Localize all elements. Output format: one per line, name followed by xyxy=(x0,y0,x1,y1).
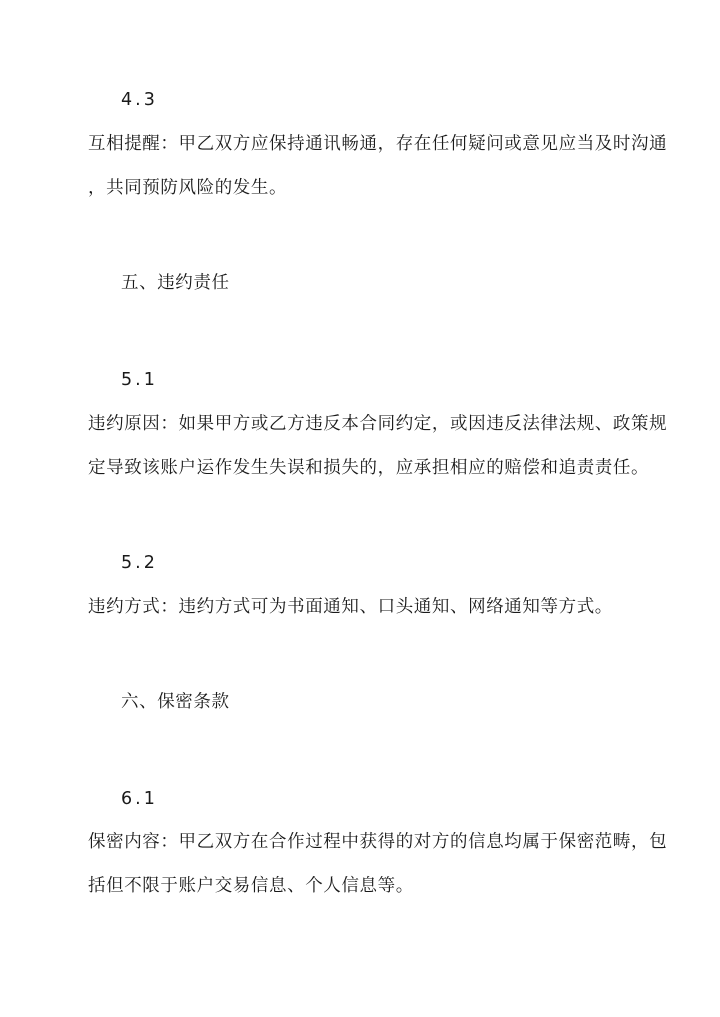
clause-5-1-text-line-1: 违约原因：如果甲方或乙方违反本合同约定，或因违反法律法规、政策规 xyxy=(88,414,668,434)
clause-number-5-1: 5.1 xyxy=(121,370,158,390)
clause-number-5-2: 5.2 xyxy=(121,553,158,573)
clause-6-1-text-line-1: 保密内容：甲乙双方在合作过程中获得的对方的信息均属于保密范畴，包 xyxy=(88,832,668,852)
clause-number-6-1: 6.1 xyxy=(121,789,158,809)
clause-number-4-3: 4.3 xyxy=(121,90,158,110)
clause-4-3-text-line-2: ，共同预防风险的发生。 xyxy=(88,178,288,198)
clause-5-1-text-line-2: 定导致该账户运作发生失误和损失的，应承担相应的赔偿和追责责任。 xyxy=(88,458,650,478)
clause-5-2-text-line-1: 违约方式：违约方式可为书面通知、口头通知、网络通知等方式。 xyxy=(88,597,613,617)
section-heading-breach-liability: 五、违约责任 xyxy=(121,273,230,293)
clause-6-1-text-line-2: 括但不限于账户交易信息、个人信息等。 xyxy=(88,876,414,896)
clause-4-3-text-line-1: 互相提醒：甲乙双方应保持通讯畅通，存在任何疑问或意见应当及时沟通 xyxy=(88,134,668,154)
section-heading-confidentiality: 六、保密条款 xyxy=(121,692,230,712)
